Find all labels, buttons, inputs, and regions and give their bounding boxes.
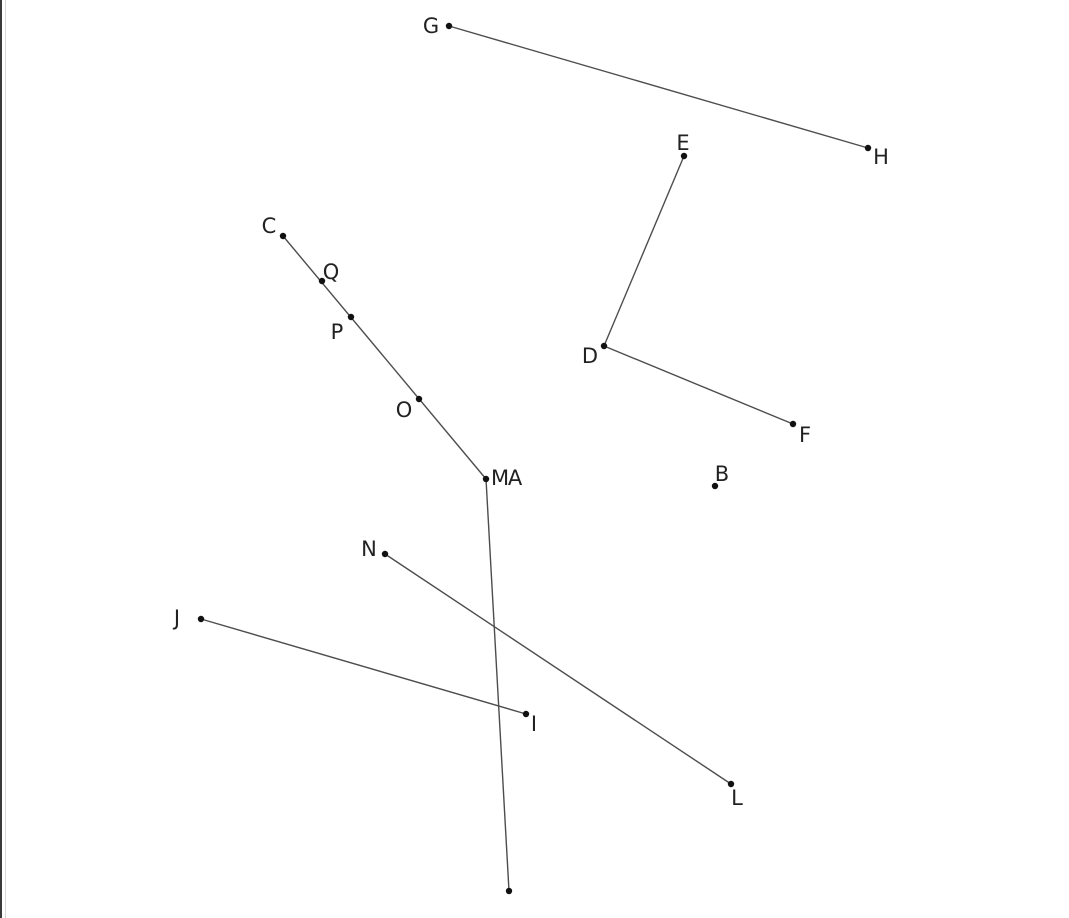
point-I	[523, 711, 529, 717]
label-I: I	[530, 712, 538, 736]
point-F	[790, 421, 796, 427]
point-C	[280, 233, 286, 239]
label-H: H	[873, 145, 889, 169]
label-L: L	[731, 786, 743, 810]
label-Q: Q	[322, 260, 340, 284]
point-D	[601, 343, 607, 349]
segment-N-L	[385, 554, 731, 784]
point-P	[348, 314, 354, 320]
label-G: G	[422, 14, 440, 38]
label-F: F	[798, 423, 812, 447]
point-H	[865, 145, 871, 151]
segment-E-D	[604, 156, 684, 346]
segment-C-A	[283, 236, 486, 479]
segment-J-I	[201, 619, 526, 714]
point-G	[446, 23, 452, 29]
segment-G-H	[449, 26, 868, 148]
point-unlabeled-bottom	[506, 888, 512, 894]
label-M: M	[490, 466, 510, 490]
label-C: C	[261, 214, 277, 238]
point-A	[483, 476, 489, 482]
segment-D-F	[604, 346, 793, 424]
label-O: O	[395, 398, 413, 422]
point-O	[416, 396, 422, 402]
point-J	[198, 616, 204, 622]
label-J: J	[173, 606, 181, 630]
label-A: A	[507, 466, 523, 490]
point-N	[382, 551, 388, 557]
segment-A-unlabeled-bottom	[486, 479, 509, 891]
label-D: D	[581, 344, 599, 368]
label-P: P	[330, 320, 344, 344]
label-N: N	[361, 537, 377, 561]
label-B: B	[714, 462, 730, 486]
label-E: E	[676, 131, 690, 155]
